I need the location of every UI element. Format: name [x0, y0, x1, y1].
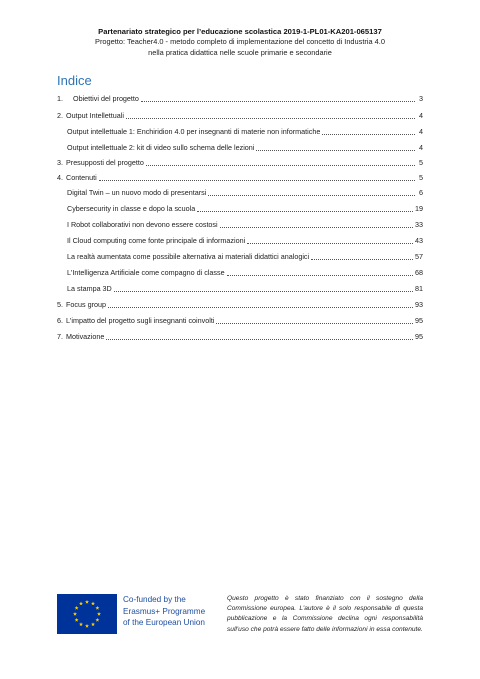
toc-entry-page: 4 — [419, 111, 423, 120]
cofund-line-3: of the European Union — [123, 618, 205, 627]
header-subtitle-line1: Progetto: Teacher4.0 - metodo completo di implementazione del concetto di Industria 4.0 — [95, 37, 385, 46]
toc-entry-number: 7. — [57, 332, 63, 341]
header-title: Partenariato strategico per l’educazione scolastica 2019-1-PL01-KA201-065137 — [98, 27, 382, 36]
toc-dot-leader — [216, 323, 413, 324]
toc-entry[interactable] — [57, 300, 423, 310]
toc-entry-page: 81 — [415, 284, 423, 293]
toc-entry-label: Motivazione — [66, 332, 105, 341]
toc-entry-label: Output Intellettuali — [66, 111, 124, 120]
toc-entry[interactable] — [57, 204, 423, 214]
toc-entry[interactable] — [57, 332, 423, 342]
toc-entry-label: Obiettivi del progetto — [73, 94, 139, 103]
toc-entry-label: La stampa 3D — [67, 284, 112, 293]
toc-entry-page: 68 — [415, 268, 423, 277]
toc-dot-leader — [106, 339, 413, 340]
toc-entry[interactable] — [57, 158, 423, 168]
toc-dot-leader — [311, 259, 413, 260]
toc-entry[interactable] — [57, 252, 423, 262]
toc-dot-leader — [146, 165, 415, 166]
toc-entry-page: 93 — [415, 300, 423, 309]
toc-entry-label: La realtà aumentata come possibile alternativa ai materiali didattici analogici — [67, 252, 310, 261]
toc-entry-page: 43 — [415, 236, 423, 245]
toc-entry[interactable] — [57, 111, 423, 121]
toc-entry-label: Focus group — [66, 300, 106, 309]
toc-entry-page: 4 — [419, 143, 423, 152]
header-subtitle-line2: nella pratica didattica nelle scuole primarie e secondarie — [148, 47, 332, 57]
toc-entry-page: 57 — [415, 252, 423, 261]
cofund-text — [123, 594, 223, 629]
toc-entry-label: Cybersecurity in classe e dopo la scuola — [67, 204, 196, 213]
toc-dot-leader — [197, 211, 413, 212]
toc-dot-leader — [99, 180, 415, 181]
toc-entry-page: 6 — [419, 188, 423, 197]
toc-entry-page: 95 — [415, 316, 423, 325]
toc-entry-page: 5 — [419, 158, 423, 167]
document-header — [40, 26, 440, 58]
toc-dot-leader — [114, 291, 413, 292]
toc-entry-label: Output intellettuale 2: kit di video sullo schema delle lezioni — [67, 143, 255, 152]
toc-entry-number: 6. — [57, 316, 63, 325]
toc-entry-page: 33 — [415, 220, 423, 229]
toc-dot-leader — [322, 134, 415, 135]
toc-title: Indice — [57, 73, 92, 88]
toc-entry[interactable] — [57, 143, 423, 153]
toc-entry-label: Output intellettuale 1: Enchiridion 4.0 per insegnanti di materie non informatiche — [67, 127, 321, 136]
toc-entry-label: Il Cloud computing come fonte principale di informazioni — [67, 236, 246, 245]
eu-disclaimer: Questo progetto è stato finanziato con il sostegno della Commissione europea. L'autore è il solo responsabile di questa pubblicazione e la Commissione declina ogni responsabilità sull'uso che potrà essere fatto delle informazioni in essa contenute. — [227, 595, 423, 633]
toc-dot-leader — [108, 307, 413, 308]
toc-entry[interactable] — [57, 284, 423, 294]
toc-entry-label: L'impatto del progetto sugli insegnanti coinvolti — [66, 316, 215, 325]
toc-entry[interactable] — [57, 268, 423, 278]
toc-entry[interactable] — [57, 316, 423, 326]
toc-entry-page: 5 — [419, 173, 423, 182]
toc-entry-number: 4. — [57, 173, 63, 182]
toc-entry[interactable] — [57, 173, 423, 183]
toc-entry-page: 4 — [419, 127, 423, 136]
toc-entry-number: 5. — [57, 300, 63, 309]
toc-entry-label: Presupposti del progetto — [66, 158, 144, 167]
toc-dot-leader — [208, 195, 415, 196]
toc-entry[interactable] — [57, 188, 423, 198]
cofund-line-2: Erasmus+ Programme — [123, 606, 206, 616]
toc-dot-leader — [256, 150, 415, 151]
cofund-line-1: Co-funded by the — [123, 595, 186, 604]
toc-entry[interactable] — [57, 127, 423, 137]
toc-entry-number: 2. — [57, 111, 63, 120]
toc-dot-leader — [141, 101, 415, 102]
toc-entry[interactable] — [57, 236, 423, 246]
toc-entry-number: 1. — [57, 94, 63, 103]
toc-dot-leader — [126, 118, 415, 119]
toc-entry-label: I Robot collaborativi non devono essere costosi — [67, 220, 218, 229]
toc-dot-leader — [247, 243, 413, 244]
toc-entry[interactable] — [57, 94, 423, 104]
toc-dot-leader — [220, 227, 413, 228]
toc-entry-label: Digital Twin – un nuovo modo di presentarsi — [67, 188, 207, 197]
document-footer — [57, 590, 423, 640]
toc-entry[interactable] — [57, 220, 423, 230]
toc-entry-page: 19 — [415, 204, 423, 213]
toc-dot-leader — [227, 275, 413, 276]
toc-entry-label: L'Intelligenza Artificiale come compagno di classe — [67, 268, 225, 277]
toc-entry-page: 95 — [415, 332, 423, 341]
toc-entry-label: Contenuti — [66, 173, 97, 182]
toc-entry-page: 3 — [419, 94, 423, 103]
toc-entry-number: 3. — [57, 158, 63, 167]
eu-flag-icon — [57, 594, 117, 634]
